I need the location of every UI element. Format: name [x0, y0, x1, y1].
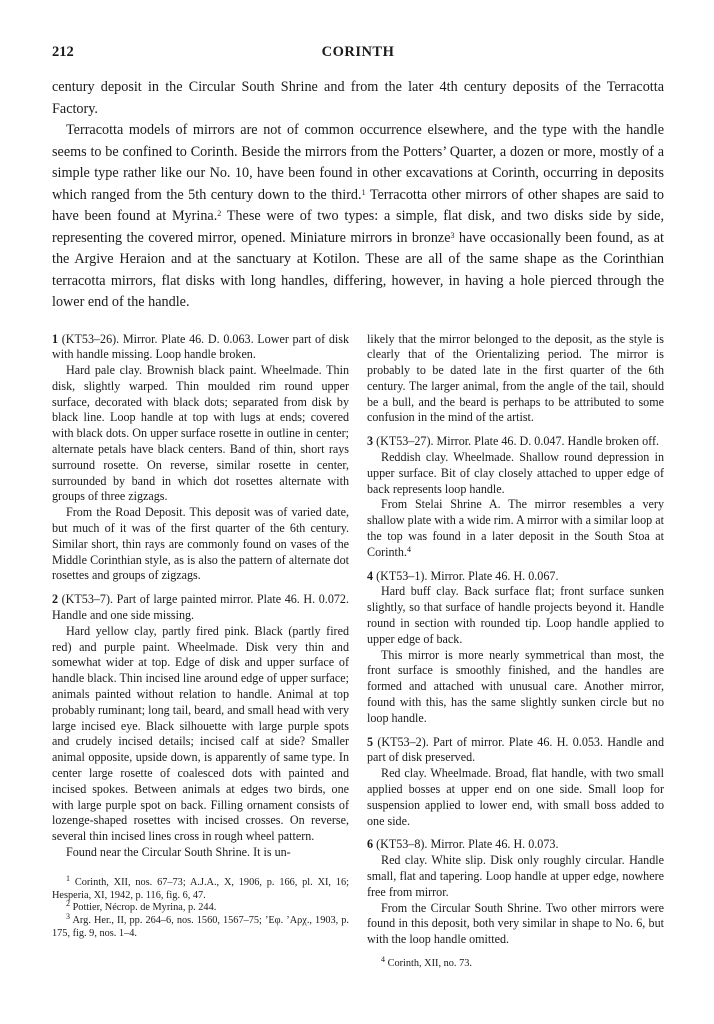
intro-p2-part-a: Terracotta models of mirrors are not of common occurrence elsewhere, and the type with the handle seems to be confined to Corinth. Beside the mirrors from the Potters’ Quarter, a dozen or more, mostly of a simple type rather like our No. 10, have been found in other excavations at Corinth, occurring in deposits which ranged from the 5th century down to the third.	[52, 122, 664, 203]
catalogue-entry-5-description: Red clay. Wheelmade. Broad, flat handle, with two small applied bosses at upper end on one side. Small loop for suspension applied to lower end, with small boss added to one side.	[367, 766, 664, 828]
entry-number: 2	[52, 592, 59, 607]
footnotes-left	[52, 873, 349, 941]
footnote-text: Arg. Her., II, pp. 264–6, nos. 1560, 1567–75; ’Εφ. ’Αρχ., 1903, p. 175, fig. 9, nos. 1–4.	[52, 915, 349, 939]
footnote-ref-1: 1	[361, 187, 366, 197]
entry-number: 3	[367, 434, 374, 449]
left-column	[52, 332, 349, 971]
footnote-text: Pottier, Nécrop. de Myrina, p. 244.	[70, 902, 217, 914]
catalogue-entry-6-heading	[367, 837, 664, 853]
catalogue-entry-1-description: Hard pale clay. Brownish black paint. Wheelmade. Thin disk, slightly warped. Thin moulded rim round upper surface, decorated with black dots; separated from disk by black line. Loop handle at top with lugs at ends; covered with black dots. On upper surface rosette in outline in center; alternate petals have black centers. Band of thin, short rays surround rosette. On reverse, similar rosette in center, surrounded by band in which dot rosettes alternate with groups of three zigzags.	[52, 363, 349, 504]
footnote-ref-3: 3	[450, 230, 455, 240]
entry-heading-text: (KT53–1). Mirror. Plate 46. H. 0.067.	[373, 568, 559, 583]
catalogue-entry-5-heading	[367, 735, 664, 767]
entry-number: 4	[367, 568, 374, 583]
page-number: 212	[52, 44, 74, 60]
footnote-ref-4: 4	[406, 544, 411, 554]
findspot-text: From Stelai Shrine A. The mirror resembles a very shallow plate with a wide rim. A mirror with a similar loop at the top was found in a later deposit in the South Stoa at Corinth.	[367, 497, 664, 559]
intro-paragraph-2	[52, 120, 664, 314]
catalogue-columns	[52, 332, 664, 971]
footnote-text: Corinth, XII, nos. 67–73; A.J.A., X, 1906, p. 166, pl. XI, 16; Hesperia, XI, 1942, p. 116, fig. 6, 47.	[52, 876, 349, 901]
footnote-mark: 4	[381, 954, 385, 964]
catalogue-entry-4-note: This mirror is more nearly symmetrical than most, the front surface is smoothly finished, and the handles are formed and attached with unusual care. Another mirror, found with this, has the same slightly sunken circle but no loop handle.	[367, 647, 664, 725]
catalogue-entry-3-heading	[367, 434, 664, 450]
entry-heading-text: (KT53–27). Mirror. Plate 46. D. 0.047. Handle broken off.	[373, 434, 659, 449]
entry-number: 5	[367, 734, 374, 749]
intro-p2-part-c: These were of two types: a simple, flat disk, and two disks side by side, representing the covered mirror, opened. Miniature mirrors in bronze	[52, 208, 664, 246]
catalogue-entry-3-description: Reddish clay. Wheelmade. Shallow round depression in upper surface. Bit of clay closely attached to upper edge of back represents loop handle.	[367, 450, 664, 496]
catalogue-entry-1-heading	[52, 332, 349, 364]
footnote-text: Corinth, XII, no. 73.	[385, 957, 472, 969]
catalogue-entry-2-findspot: Found near the Circular South Shrine. It is un-	[66, 845, 291, 859]
catalogue-entry-3-findspot	[367, 497, 664, 560]
footnote-4	[367, 954, 664, 971]
catalogue-entry-2-description: Hard yellow clay, partly fired pink. Black (partly fired red) and purple paint. Wheelmade. Disk very thin and somewhat wider at top. Edge of disk and upper surface of handle black. Thin incised line around edge of upper surface; animals painted without relation to handle. Animal at top probably ruminant; long tail, beard, and small head with very large incised eye. Black silhouette with large purple spots and crudely incised details; incised calf at side? Smaller animal opposite, upside down, is apparently of same type. In center large rosette of coalesced dots with painted and incised spokes. Between animals at edges two birds, one with large purple spot on back. Filling ornament consists of lozenge-shaped rosettes with incised crosses. On reverse, several thin incised lines cross in rough wheel pattern.	[52, 623, 349, 844]
entry-number: 6	[367, 837, 374, 852]
catalogue-entry-6-description: Red clay. White slip. Disk only roughly circular. Handle small, flat and tapering. Loop handle at upper edge, nowhere free from mirror.	[367, 853, 664, 899]
entry-heading-text: (KT53–26). Mirror. Plate 46. D. 0.063. Lower part of disk with handle missing. Loop handle broken.	[52, 331, 349, 362]
catalogue-entry-2-heading	[52, 592, 349, 624]
footnote-ref-2: 2	[217, 209, 222, 218]
page	[52, 44, 664, 971]
catalogue-entry-6-findspot: From the Circular South Shrine. Two other mirrors were found in this deposit, both very similar in shape to No. 6, but with the loop handle omitted.	[367, 900, 664, 947]
intro-paragraph-1: century deposit in the Circular South Shrine and from the later 4th century deposits of the Terracotta Factory.	[52, 79, 664, 117]
right-column	[367, 332, 664, 971]
footnote-mark: 1	[66, 873, 70, 883]
footnotes-right	[367, 954, 664, 971]
catalogue-entry-4-heading	[367, 569, 664, 585]
footnote-1	[52, 873, 349, 903]
running-head: CORINTH	[321, 44, 395, 60]
footnote-2	[52, 899, 349, 915]
catalogue-entry-2-continuation: likely that the mirror belonged to the deposit, as the style is clearly that of the Orientalizing period. The mirror is probably to be dated late in the first quarter of the 6th century. The larger animal, from the angle of the tail, should be a bull, and the beard is perhaps to be attributed to some confusion in the mind of the artist.	[367, 331, 664, 425]
page-header	[52, 44, 664, 64]
entry-number: 1	[52, 331, 59, 346]
intro-p2-part-b: Terracotta other mirrors of other shapes are said to have been found at Myrina.	[52, 186, 665, 224]
catalogue-entry-4-description: Hard buff clay. Back surface flat; front surface sunken slightly, so that surface of handle projects beyond it. Handle round in section with rounded tip. Loop handle applied to upper edge of back.	[367, 584, 664, 646]
footnote-mark: 3	[66, 912, 70, 922]
intro-p2-part-d: have occasionally been found, as at the Argive Heraion and at the sanctuary at Kotilon. These are all of the same shape as the Corinthian terracotta mirrors, flat disks with long handles, differing, however, in having a hole pierced through the lower end of the handle.	[52, 229, 664, 310]
footnote-3	[52, 912, 349, 941]
intro-text	[52, 77, 664, 314]
entry-heading-text: (KT53–8). Mirror. Plate 46. H. 0.073.	[373, 837, 559, 852]
entry-heading-text: (KT53–2). Part of mirror. Plate 46. H. 0.053. Handle and part of disk preserved.	[367, 734, 664, 765]
footnote-mark: 2	[66, 899, 70, 909]
entry-heading-text: (KT53–7). Part of large painted mirror. Plate 46. H. 0.072. Handle and one side missing.	[52, 592, 349, 623]
catalogue-entry-1-findspot: From the Road Deposit. This deposit was of varied date, but much of it was of the first quarter of the 6th century. Similar short, thin rays are commonly found on vases of the Middle Corinthian style, as is also the pattern of alternate dot rosettes and groups of zigzags.	[52, 505, 349, 583]
